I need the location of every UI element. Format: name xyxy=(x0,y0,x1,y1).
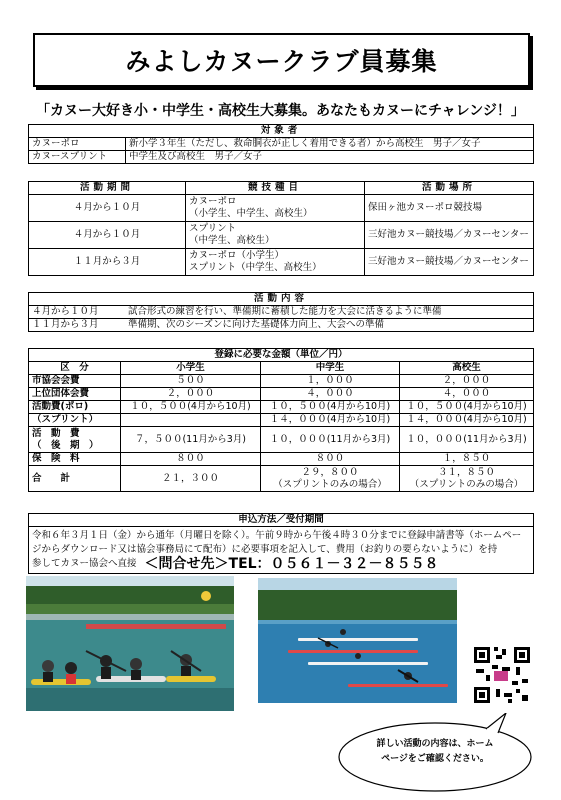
qr-code[interactable] xyxy=(472,645,532,705)
fees-cell: ８００ xyxy=(121,453,261,466)
fees-cell: １０，０００(11月から3月) xyxy=(261,427,400,453)
target-table xyxy=(28,124,534,164)
fees-row-label: 活動費(ポロ) xyxy=(29,401,121,414)
page-title: みよしカヌークラブ員募集 xyxy=(33,33,530,87)
fees-col-header: 小学生 xyxy=(121,362,261,375)
fees-col-header: 中学生 xyxy=(261,362,400,375)
fees-cell: ２９，８００ （スプリントのみの場合） xyxy=(261,466,400,492)
application-line: 令和６年３月１日（金）から通年（月曜日を除く）。午前９時から午後４時３０分までに登録申請書等（ホームペー xyxy=(32,530,522,541)
fees-cell xyxy=(121,414,261,427)
fees-cell: ４，０００ xyxy=(400,388,534,401)
fees-cell: １０，５００(4月から10月) xyxy=(400,401,534,414)
schedule-period: ４月から１０月 xyxy=(29,222,186,249)
fees-cell: ２，０００ xyxy=(121,388,261,401)
fees-row-label: 市協会会費 xyxy=(29,375,121,388)
schedule-header-event: 競技種目 xyxy=(186,182,365,195)
target-event: カヌーポロ xyxy=(29,138,126,151)
activity-period: ４月から１０月 xyxy=(29,306,126,319)
fees-row-label: 保 険 料 xyxy=(29,453,121,466)
schedule-table xyxy=(28,181,534,276)
schedule-period: １１月から３月 xyxy=(29,249,186,276)
fees-cell: １０，５００(4月から10月) xyxy=(121,401,261,414)
fees-cell: １４，０００(4月から10月) xyxy=(400,414,534,427)
schedule-event-line: （小学生、中学生、高校生） xyxy=(189,208,313,219)
schedule-place: 三好池カヌー競技場／カヌーセンター xyxy=(365,249,534,276)
fees-cell: ２１，３００ xyxy=(121,466,261,492)
target-detail: 中学生及び高校生 男子／女子 xyxy=(126,151,534,164)
fees-row-label: 上位団体会費 xyxy=(29,388,121,401)
schedule-header-place: 活動場所 xyxy=(365,182,534,195)
fees-cell: １０，０００(11月から3月) xyxy=(400,427,534,453)
target-header: 対象者 xyxy=(29,125,534,138)
fees-col-header: 高校生 xyxy=(400,362,534,375)
fees-cell: １０，５００(4月から10月) xyxy=(261,401,400,414)
fees-header: 登録に必要な金額（単位／円） xyxy=(29,349,534,362)
activity-table xyxy=(28,292,534,332)
schedule-event-line: カヌーポロ xyxy=(189,196,237,207)
fees-row-label: （スプリント） xyxy=(29,414,121,427)
application-table xyxy=(28,513,534,574)
bubble-line: 詳しい活動の内容は、ホーム xyxy=(376,739,494,749)
schedule-place: 保田ヶ池カヌーポロ競技場 xyxy=(365,195,534,222)
schedule-place: 三好池カヌー競技場／カヌーセンター xyxy=(365,222,534,249)
fees-cell: １，８５０ xyxy=(400,453,534,466)
catchphrase: 「カヌー大好き小・中学生・高校生大募集。あなたもカヌーにチャレンジ！」 xyxy=(36,103,525,119)
canoe-polo-photo xyxy=(26,576,234,711)
fees-cell: ７，５００(11月から3月) xyxy=(121,427,261,453)
fees-cell: ８００ xyxy=(261,453,400,466)
application-line: 参してカヌー協会へ直接 xyxy=(32,558,137,569)
schedule-event-line: スプリント（中学生、高校生） xyxy=(189,262,322,273)
activity-detail: 準備期、次のシーズンに向けた基礎体力向上、大会への準備 xyxy=(125,319,534,332)
target-event: カヌースプリント xyxy=(29,151,126,164)
qr-code-icon xyxy=(472,645,532,705)
fees-row-label: 合 計 xyxy=(29,466,121,492)
target-detail: 新小学３年生（ただし、救命胴衣が正しく着用できる者）から高校生 男子／女子 xyxy=(126,138,534,151)
activity-detail: 試合形式の練習を行い、準備期に蓄積した能力を大会に活きるように準備 xyxy=(125,306,534,319)
bubble-line: ページをご確認ください。 xyxy=(381,754,489,764)
schedule-event-line: スプリント xyxy=(189,223,237,234)
fees-col-header: 区 分 xyxy=(29,362,121,375)
activity-header: 活動内容 xyxy=(29,293,534,306)
canoe-sprint-photo xyxy=(258,578,457,703)
fees-cell: ５００ xyxy=(121,375,261,388)
bubble-text xyxy=(350,737,520,767)
schedule-header-period: 活動期間 xyxy=(29,182,186,195)
fees-table xyxy=(28,348,534,492)
fees-cell: １，０００ xyxy=(261,375,400,388)
fees-cell: ２，０００ xyxy=(400,375,534,388)
contact-phone: ＜問合せ先＞TEL：０５６１－３２－８５５８ xyxy=(144,556,439,572)
fees-cell: ４，０００ xyxy=(261,388,400,401)
application-header: 申込方法／受付期間 xyxy=(29,514,534,527)
application-line: ジからダウンロード又は協会事務局にて配布）に必要事項を記入して、費用（お釣りの要らないように）を持 xyxy=(32,544,498,555)
schedule-event-line: カヌーポロ（小学生） xyxy=(189,250,285,261)
fees-cell: ３１，８５０ （スプリントのみの場合） xyxy=(400,466,534,492)
schedule-period: ４月から１０月 xyxy=(29,195,186,222)
activity-period: １１月から３月 xyxy=(29,319,126,332)
fees-cell: １４，０００(4月から10月) xyxy=(261,414,400,427)
fees-row-label: 活 動 費 （ 後 期 ） xyxy=(29,427,121,453)
schedule-event-line: （中学生、高校生） xyxy=(189,235,275,246)
